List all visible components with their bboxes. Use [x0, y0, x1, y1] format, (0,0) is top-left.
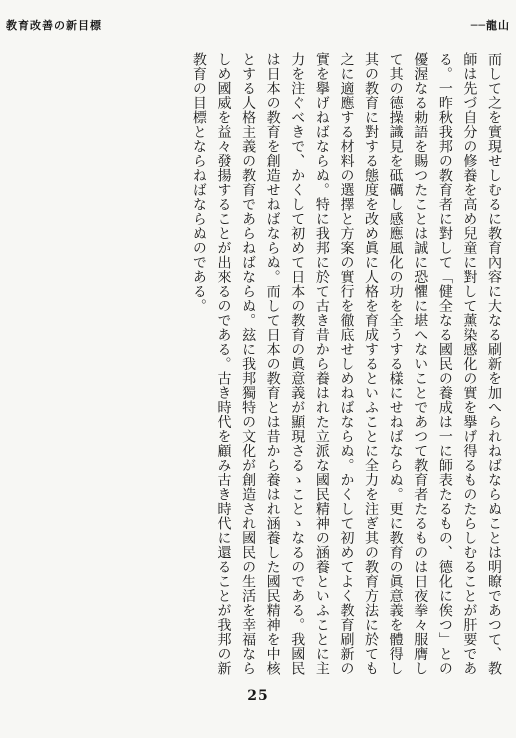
body-paragraph: 而して之を實現せしむるに教育內容に大なる刷新を加へられねばならぬことは明瞭であつて、教師は先づ自分の修養を高め兒童に對して薰染感化の實を擧げ得るものたらしむることが肝要である。一昨秋我邦の教育者に對して「健全なる國民の養成は一に師表たるもの、德化に俟つ」との優渥なる勅語を賜つたことは誠に恐懼に堪へないことであつて教育者たるものは日夜拳々服膺して其の德操識見を砥礪し感應風化の功を全うする樣にせねばならぬ。更に教育の眞意義を體得し其の教育に對する態度を改め眞に人格を育成するといふことに全力を注ぎ其の教育方法に於ても之に適應する材料の選擇と方案の實行を徹底せしめねばならぬ。かくして初めてよく教育刷新の實を擧げねばならぬ。特に我邦に於て古き昔から養はれた立派な國民精神の涵養といふことに主力を注ぐべきで、かくして初めて日本の教育の眞意義が顯現さるゝことゝなるのである。我國民は日本の教育を創造せねばならぬ。而して日本の教育とは昔から養はれ涵養した國民精神を中核とする人格主義の教育であらねばならぬ。玆に我邦獨特の文化が創造され國民の生活を幸福ならしめ國威を益々發揚することが出來るのである。古き時代を顧み古き時代に還ることが我邦の新教育の目標とならねばならぬのである。	[190, 52, 502, 676]
page-number: 25	[247, 688, 269, 704]
author-name: ──龍山	[470, 19, 510, 32]
running-header	[6, 17, 510, 39]
running-title: 教育改善の新目標	[6, 19, 102, 32]
vertical-body-text	[146, 52, 506, 680]
